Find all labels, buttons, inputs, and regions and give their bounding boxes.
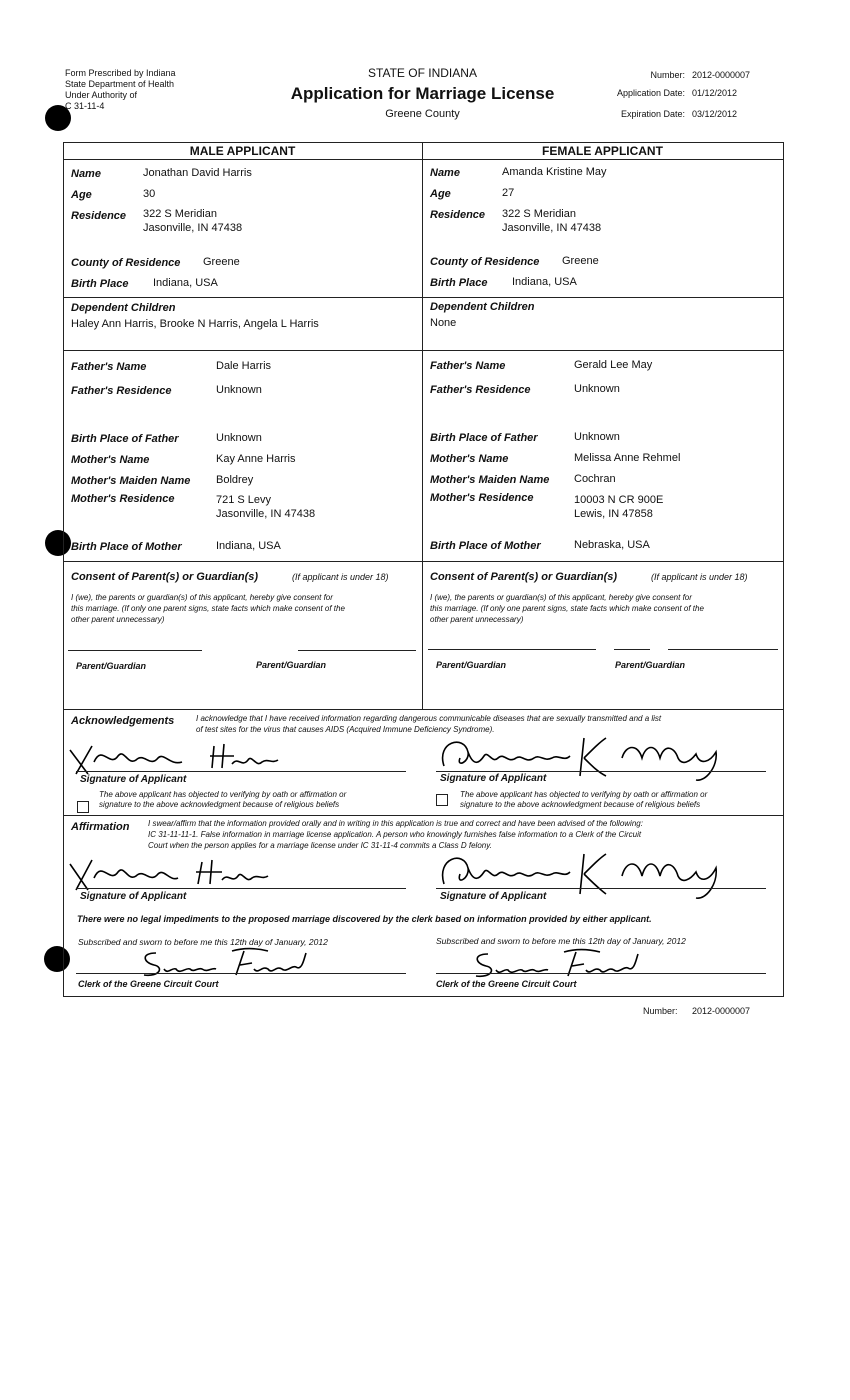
male-mother-maiden-label: Mother's Maiden Name xyxy=(71,475,191,487)
female-clerk-line xyxy=(436,973,766,974)
affirmation-text: I swear/affirm that the information provided orally and in writing in this application is true and correct and have been advised of the following: IC 31-11-11-1. False information in marriage license application. A person who knowingly furnishes false information to a Clerk of the Circuit Court when the person applies for a marriage license under IC 31-11-4 commits a Class D felony. xyxy=(148,819,643,850)
female-residence-2: Jasonville, IN 47438 xyxy=(502,222,602,234)
number-label: Number: xyxy=(650,70,685,80)
application-date-value: 01/12/2012 xyxy=(692,88,738,98)
male-affirmation-signature xyxy=(66,854,286,896)
expiration-date-value: 03/12/2012 xyxy=(692,109,738,119)
table-bottom-border xyxy=(63,709,784,710)
male-parent-guardian-1: Parent/Guardian xyxy=(76,661,147,671)
male-father-residence: Unknown xyxy=(216,384,262,396)
male-county-label: County of Residence xyxy=(71,257,181,269)
female-father-name-label: Father's Name xyxy=(430,360,506,372)
male-consent-text: I (we), the parents or guardian(s) of this applicant, hereby give consent for this marriage. (If only one parent signs, state facts which make consent of the other parent unnecessary) xyxy=(71,593,345,624)
row-divider-1 xyxy=(63,297,784,298)
affirmation-divider xyxy=(63,815,784,816)
female-signature-line xyxy=(436,771,766,772)
punch-hole-bottom xyxy=(44,946,70,972)
table-left-border xyxy=(63,142,64,710)
female-parent-line-2 xyxy=(614,649,650,650)
male-birth-place: Indiana, USA xyxy=(153,277,218,289)
male-name: Jonathan David Harris xyxy=(143,167,252,179)
table-top-border xyxy=(63,142,784,143)
female-mother-maiden: Cochran xyxy=(574,473,616,485)
female-residence-label: Residence xyxy=(430,209,486,221)
female-clerk-signature xyxy=(468,946,648,980)
female-county-label: County of Residence xyxy=(430,256,540,268)
male-religious-objection-checkbox[interactable] xyxy=(77,801,89,813)
female-residence-1: 322 S Meridian xyxy=(502,208,576,220)
female-affirmation-signature-label: Signature of Applicant xyxy=(440,891,547,902)
application-date-label: Application Date: xyxy=(616,88,685,98)
female-clerk-label: Clerk of the Greene Circuit Court xyxy=(436,979,577,989)
female-birth-place-label: Birth Place xyxy=(430,277,488,289)
male-mother-residence-label: Mother's Residence xyxy=(71,493,175,505)
female-age-label: Age xyxy=(430,188,451,200)
male-mother-maiden: Boldrey xyxy=(216,474,254,486)
male-children-label: Dependent Children xyxy=(71,302,176,314)
male-mother-residence-1: 721 S Levy xyxy=(216,494,272,506)
male-residence-1: 322 S Meridian xyxy=(143,208,217,220)
female-father-birth-label: Birth Place of Father xyxy=(430,432,538,444)
table-right-border xyxy=(783,142,784,710)
male-father-residence-label: Father's Residence xyxy=(71,385,172,397)
acknowledgements-title: Acknowledgements xyxy=(71,715,175,727)
heading-divider xyxy=(63,159,784,160)
footer-number-value: 2012-0000007 xyxy=(692,1006,751,1016)
male-religious-objection-text: The above applicant has objected to verifying by oath or affirmation or signature to the above acknowledgment because of religious beliefs xyxy=(99,790,347,809)
female-name: Amanda Kristine May xyxy=(502,166,607,178)
prescribed-by: Form Prescribed by Indiana State Department of Health Under Authority of C 31-11-4 xyxy=(65,68,176,111)
female-subscribed-text: Subscribed and sworn to before me this 12th day of January, 2012 xyxy=(436,936,686,946)
male-consent-note: (If applicant is under 18) xyxy=(292,572,389,582)
male-residence-label: Residence xyxy=(71,210,127,222)
female-father-residence-label: Father's Residence xyxy=(430,384,531,396)
female-affirmation-signature-line xyxy=(436,888,766,889)
male-consent-label: Consent of Parent(s) or Guardian(s) xyxy=(71,571,259,583)
male-signature-label: Signature of Applicant xyxy=(80,774,187,785)
county-title: Greene County xyxy=(385,108,460,120)
table-center-divider xyxy=(422,142,423,710)
male-parent-line-1 xyxy=(68,650,202,651)
female-mother-residence-1: 10003 N CR 900E xyxy=(574,494,664,506)
female-mother-name-label: Mother's Name xyxy=(430,453,509,465)
row-divider-3 xyxy=(63,561,784,562)
female-age: 27 xyxy=(502,187,515,199)
male-county: Greene xyxy=(203,256,240,268)
female-mother-residence-2: Lewis, IN 47858 xyxy=(574,508,653,520)
female-children: None xyxy=(430,317,457,329)
male-mother-name-label: Mother's Name xyxy=(71,454,150,466)
footer-number-label: Number: xyxy=(643,1006,678,1016)
male-mother-residence-2: Jasonville, IN 47438 xyxy=(216,508,316,520)
row-divider-2 xyxy=(63,350,784,351)
female-religious-objection-checkbox[interactable] xyxy=(436,794,448,806)
male-father-name-label: Father's Name xyxy=(71,361,147,373)
male-signature-line xyxy=(76,771,406,772)
number-value: 2012-0000007 xyxy=(692,70,751,80)
male-birth-place-label: Birth Place xyxy=(71,278,129,290)
female-mother-residence-label: Mother's Residence xyxy=(430,492,534,504)
male-age: 30 xyxy=(143,188,156,200)
female-religious-objection-text: The above applicant has objected to verifying by oath or affirmation or signature to the above acknowledgment because of religious beliefs xyxy=(460,790,708,809)
female-father-birth: Unknown xyxy=(574,431,620,443)
female-father-name: Gerald Lee May xyxy=(574,359,653,371)
female-mother-birth-label: Birth Place of Mother xyxy=(430,540,541,552)
male-residence-2: Jasonville, IN 47438 xyxy=(143,222,243,234)
male-name-label: Name xyxy=(71,168,101,180)
male-parent-line-2 xyxy=(298,650,416,651)
female-mother-maiden-label: Mother's Maiden Name xyxy=(430,474,550,486)
female-consent-text: I (we), the parents or guardian(s) of this applicant, hereby give consent for this marriage. (If only one parent signs, state facts which make consent of the other parent unnecessary) xyxy=(430,593,704,624)
male-parent-guardian-2: Parent/Guardian xyxy=(256,660,327,670)
male-father-birth-label: Birth Place of Father xyxy=(71,433,179,445)
female-signature-label: Signature of Applicant xyxy=(440,773,547,784)
female-heading: FEMALE APPLICANT xyxy=(542,144,663,158)
lower-right-border xyxy=(783,709,784,997)
female-consent-note: (If applicant is under 18) xyxy=(651,572,748,582)
punch-hole-middle xyxy=(45,530,71,556)
expiration-date-label: Expiration Date: xyxy=(620,109,685,119)
male-mother-birth-label: Birth Place of Mother xyxy=(71,541,182,553)
male-children: Haley Ann Harris, Brooke N Harris, Angela L Harris xyxy=(71,318,319,330)
female-father-residence: Unknown xyxy=(574,383,620,395)
female-parent-guardian-1: Parent/Guardian xyxy=(436,660,507,670)
impediments-statement: There were no legal impediments to the proposed marriage discovered by the clerk based on information provided by either applicant. xyxy=(77,914,652,924)
male-subscribed-text: Subscribed and sworn to before me this 12th day of January, 2012 xyxy=(78,937,328,947)
female-county: Greene xyxy=(562,255,599,267)
male-heading: MALE APPLICANT xyxy=(189,144,296,158)
male-affirmation-signature-label: Signature of Applicant xyxy=(80,891,187,902)
male-age-label: Age xyxy=(71,189,92,201)
male-clerk-label: Clerk of the Greene Circuit Court xyxy=(78,979,219,989)
acknowledgements-text: I acknowledge that I have received information regarding dangerous communicable diseases that are sexually transmitted and a list of test sites for the virus that causes AIDS (Acquired Immune Deficiency Syndrome). xyxy=(196,714,662,734)
female-birth-place: Indiana, USA xyxy=(512,276,577,288)
male-father-birth: Unknown xyxy=(216,432,262,444)
state-title: STATE OF INDIANA xyxy=(368,66,477,80)
female-parent-guardian-2: Parent/Guardian xyxy=(615,660,686,670)
female-children-label: Dependent Children xyxy=(430,301,535,313)
male-affirmation-signature-line xyxy=(76,888,406,889)
female-parent-line-1 xyxy=(428,649,596,650)
male-clerk-line xyxy=(76,973,406,974)
female-mother-birth: Nebraska, USA xyxy=(574,539,650,551)
female-mother-name: Melissa Anne Rehmel xyxy=(574,452,681,464)
lower-left-border xyxy=(63,709,64,997)
page-title: Application for Marriage License xyxy=(290,84,555,103)
female-parent-line-3 xyxy=(668,649,778,650)
female-consent-label: Consent of Parent(s) or Guardian(s) xyxy=(430,571,618,583)
lower-bottom-border xyxy=(63,996,784,997)
male-mother-name: Kay Anne Harris xyxy=(216,453,296,465)
female-name-label: Name xyxy=(430,167,460,179)
male-mother-birth: Indiana, USA xyxy=(216,540,281,552)
male-father-name: Dale Harris xyxy=(216,360,272,372)
affirmation-title: Affirmation xyxy=(71,821,130,833)
